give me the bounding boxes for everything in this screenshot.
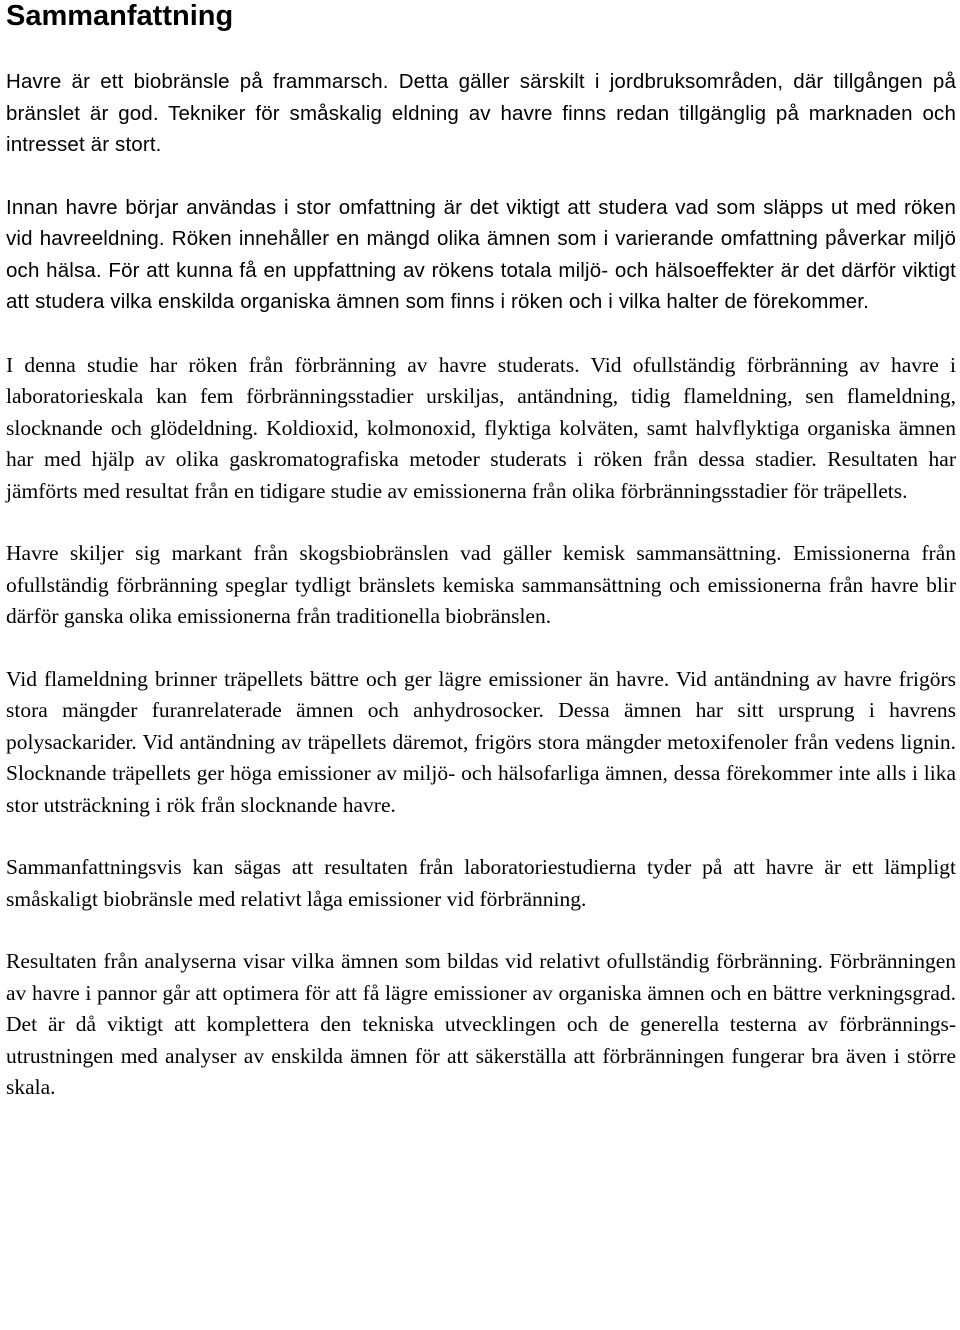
paragraph-results: Resultaten från analyserna visar vilka ämnen som bildas vid relativt ofullständig förbränning. Förbränningen av havre i pannor går att optimera för att få lägre emissioner av organiska ämnen och en bättre verkningsgrad. Det är då viktigt att komplettera den tekniska utvecklingen och de generella testerna av förbrännings-utrustningen med analyser av enskilda ämnen för att säkerställa att förbränningen fungerar bra även i större skala. [6, 949, 956, 1099]
paragraph-method: I denna studie har röken från förbränning av havre studerats. Vid ofullständig förbränning av havre i laboratorieskala kan fem förbränningsstadier urskiljas, antändning, tidig flameldning, sen flameldning, slocknande och glödeldning. Koldioxid, kolmonoxid, flyktiga kolväten, samt halvflyktiga organiska ämnen har med hjälp av olika gaskromatografiska metoder studerats i röken från dessa stadier. Resultaten har jämförts med resultat från en tidigare studie av emissionerna från olika förbränningsstadier för träpellets. [6, 352, 956, 503]
paragraph-conclusion: Sammanfattningsvis kan sägas att resultaten från laboratoriestudierna tyder på att havre är ett lämpligt småskaligt biobränsle med relativt låga emissioner vid förbränning. [6, 855, 956, 911]
paragraph-composition: Havre skiljer sig markant från skogsbiobränslen vad gäller kemisk sammansättning. Emissionerna från ofullständig förbränning speglar tydligt bränslets kemiska sammansättning och emissionerna från havre blir därför ganska olika emissionerna från traditionella biobränslen. [6, 541, 956, 628]
page-title: Sammanfattning [6, 0, 234, 32]
paragraph-intro: Havre är ett biobränsle på frammarsch. Detta gäller särskilt i jordbruksområden, där tillgången på bränslet är god. Tekniker för småskalig eldning av havre finns redan tillgänglig på marknaden och intresset är stort. [6, 70, 956, 156]
paragraph-comparison: Vid flameldning brinner träpellets bättre och ger lägre emissioner än havre. Vid antändning av havre frigörs stora mängder furanrelaterade ämnen och anhydrosocker. Dessa ämnen har sitt ursprung i havrens polysackarider. Vid antändning av träpellets däremot, frigörs stora mängder metoxifenoler från vedens lignin. Slocknande träpellets ger höga emissioner av miljö- och hälsofarliga ämnen, dessa förekommer inte alls i lika stor utsträckning i rök från slocknande havre. [6, 666, 956, 817]
document-page [6, 0, 956, 1104]
paragraph-smoke-study: Innan havre börjar användas i stor omfattning är det viktigt att studera vad som släpps ut med röken vid havreeldning. Röken innehåller en mängd olika ämnen som i varierande omfattning påverkar miljö och hälsa. För att kunna få en uppfattning av rökens totala miljö- och hälsoeffekter är det därför viktigt att studera vilka enskilda organiska ämnen som finns i röken och i vilka halter de förekommer. [6, 195, 956, 313]
